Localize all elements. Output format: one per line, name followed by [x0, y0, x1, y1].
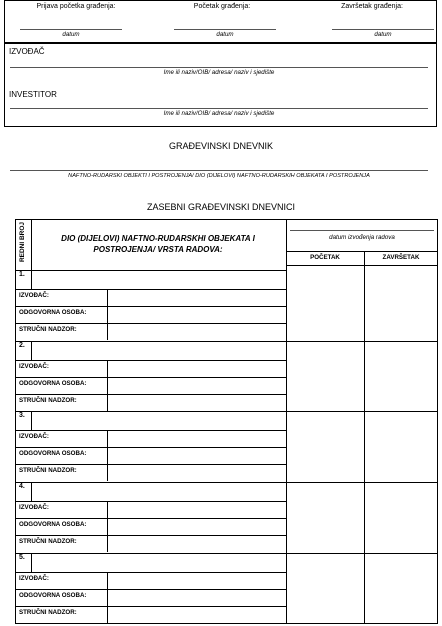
field-osoba-label: ODGOVORNA OSOBA:: [19, 521, 87, 528]
row-number: 5.: [19, 554, 25, 561]
pocetak-input-cell[interactable]: [287, 482, 364, 553]
prijava-date-line[interactable]: [20, 29, 122, 30]
dio-input-cell[interactable]: [32, 482, 286, 501]
osoba-input-cell[interactable]: [108, 518, 286, 535]
pocetak-date-placeholder: datum: [216, 31, 234, 38]
field-nadzor-label: STRUČNI NADZOR:: [19, 467, 77, 474]
zavrsetak-input-cell[interactable]: [365, 341, 437, 411]
zavrsetak-date-placeholder: datum: [374, 31, 392, 38]
nadzor-input-cell[interactable]: [108, 535, 286, 552]
zasebni-title: ZASEBNI GRAĐEVINSKI DNEVNICI: [146, 202, 296, 212]
pocetak-input-cell[interactable]: [287, 341, 364, 411]
field-osoba-label: ODGOVORNA OSOBA:: [19, 592, 87, 599]
investitor-label: INVESTITOR: [9, 90, 57, 99]
header-mid-right: [286, 251, 438, 252]
izvodac-input-cell[interactable]: [108, 501, 286, 518]
field-izvodac-label: IZVOĐAČ:: [19, 504, 49, 511]
dnevnik-line[interactable]: [10, 170, 428, 171]
investitor-line[interactable]: [10, 108, 428, 109]
nadzor-input-cell[interactable]: [108, 323, 286, 340]
nadzor-input-cell[interactable]: [108, 394, 286, 411]
dnevnik-caption: NAFTNO-RUDARSKI OBJEKTI I POSTROJENJA/ DIO (DIJELOVI) NAFTNO-RUDARSKIH OBJEKATA I POSTROJENJA: [68, 173, 370, 179]
field-nadzor-label: STRUČNI NADZOR:: [19, 609, 77, 616]
pocetak-input-cell[interactable]: [287, 270, 364, 341]
zavrsetak-input-cell[interactable]: [365, 270, 437, 341]
izvodac-input-cell[interactable]: [108, 360, 286, 377]
prijava-date-placeholder: datum: [62, 31, 80, 38]
pocetak-gradenja-label: Početak građenja:: [193, 3, 251, 10]
pocetak-date-line[interactable]: [174, 29, 276, 30]
field-osoba-label: ODGOVORNA OSOBA:: [19, 380, 87, 387]
osoba-input-cell[interactable]: [108, 447, 286, 464]
osoba-input-cell[interactable]: [108, 306, 286, 323]
dio-input-cell[interactable]: [32, 411, 286, 430]
col-datum-header: datum izvođenja radova: [329, 234, 395, 241]
osoba-input-cell[interactable]: [108, 589, 286, 606]
field-izvodac-label: IZVOĐAČ:: [19, 292, 49, 299]
zavrsetak-input-cell[interactable]: [365, 553, 437, 624]
zavrsetak-gradenja-label: Završetak građenja:: [341, 3, 403, 10]
dio-input-cell[interactable]: [32, 341, 286, 360]
row-number: 1.: [19, 271, 25, 278]
izvodac-input-cell[interactable]: [108, 430, 286, 447]
field-osoba-label: ODGOVORNA OSOBA:: [19, 450, 87, 457]
izvodac-label: IZVOĐAČ: [9, 47, 45, 56]
prijava-pocetka-label: Prijava početka građenja:: [36, 3, 116, 10]
izvodac-input-cell[interactable]: [108, 572, 286, 589]
col-redni-divider: [31, 219, 32, 270]
row-number: 4.: [19, 483, 25, 490]
dnevnik-title: GRAĐEVINSKI DNEVNIK: [168, 141, 274, 151]
col-zavrsetak-header: ZAVRŠETAK: [382, 254, 420, 261]
dio-input-cell[interactable]: [32, 270, 286, 289]
investitor-caption: Ime ili naziv/OIB/ adresa/ naziv i sjedište: [163, 110, 275, 117]
field-izvodac-label: IZVOĐAČ:: [19, 575, 49, 582]
field-izvodac-label: IZVOĐAČ:: [19, 433, 49, 440]
osoba-input-cell[interactable]: [108, 377, 286, 394]
nadzor-input-cell[interactable]: [108, 464, 286, 481]
col-dio-header: DIO (DIJELOVI) NAFTNO-RUDARSKHI OBJEKATA I POSTROJENJA/ VRSTA RADOVA:: [61, 234, 255, 254]
izvodac-input-cell[interactable]: [108, 289, 286, 306]
field-osoba-label: ODGOVORNA OSOBA:: [19, 309, 87, 316]
zavrsetak-input-cell[interactable]: [365, 482, 437, 553]
field-nadzor-label: STRUČNI NADZOR:: [19, 326, 77, 333]
field-nadzor-label: STRUČNI NADZOR:: [19, 397, 77, 404]
col-pocetak-header: POČETAK: [310, 254, 340, 261]
nadzor-input-cell[interactable]: [108, 606, 286, 623]
zavrsetak-date-line[interactable]: [332, 29, 434, 30]
field-nadzor-label: STRUČNI NADZOR:: [19, 538, 77, 545]
izvodac-line[interactable]: [10, 67, 428, 68]
zavrsetak-input-cell[interactable]: [365, 411, 437, 482]
row-number: 2.: [19, 342, 25, 349]
izvodac-caption: Ime ili naziv/OIB/ adresa/ naziv i sjedište: [163, 69, 275, 76]
col-redni-header: REDNI BROJ: [19, 221, 26, 263]
datum-izvodenja-line[interactable]: [290, 230, 434, 231]
dio-input-cell[interactable]: [32, 553, 286, 572]
row-number: 3.: [19, 412, 25, 419]
pocetak-input-cell[interactable]: [287, 411, 364, 482]
header-bottom-right: [286, 265, 438, 266]
field-izvodac-label: IZVOĐAČ:: [19, 363, 49, 370]
pocetak-input-cell[interactable]: [287, 553, 364, 624]
